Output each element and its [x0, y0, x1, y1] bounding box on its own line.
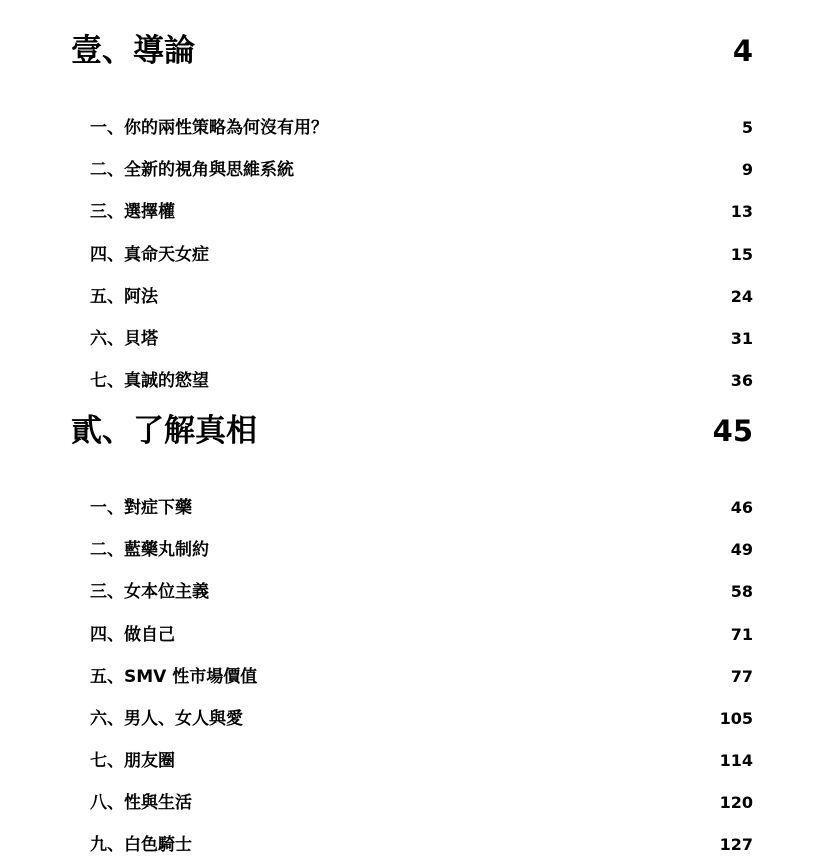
chapter-page-number: 4 [732, 34, 753, 68]
chapter-page-number: 45 [712, 414, 753, 448]
toc-entry-page: 31 [730, 329, 753, 348]
toc-entry-page: 5 [741, 118, 753, 137]
toc-entry-title: 五、SMV 性市場價值 [90, 667, 258, 687]
toc-entry-title: 八、性與生活 [90, 793, 192, 813]
toc-entry-page: 114 [719, 751, 753, 770]
toc-entry-title: 二、藍藥丸制約 [90, 540, 209, 560]
toc-entry-page: 127 [719, 835, 753, 854]
toc-entry-page: 36 [730, 371, 753, 390]
toc-entry-title: 九、白色騎士 [90, 835, 192, 855]
chapter-title: 壹、導論 [71, 33, 195, 69]
toc-entry-page: 9 [741, 160, 753, 179]
toc-entry-page: 105 [719, 709, 753, 728]
toc-entry-title: 五、阿法 [90, 287, 158, 307]
toc-entry-page: 46 [730, 498, 753, 517]
toc-entry-title: 七、朋友圈 [90, 751, 175, 771]
toc-entry-page: 49 [730, 540, 753, 559]
toc-entry-page: 77 [730, 667, 753, 686]
toc-entry-page: 15 [730, 245, 753, 264]
toc-entry-page: 13 [730, 202, 753, 221]
toc-entry-title: 一、你的兩性策略為何沒有用？ [90, 118, 328, 138]
toc-entry-page: 24 [730, 287, 753, 306]
toc-entry-page: 71 [730, 625, 753, 644]
toc-entry-title: 六、男人、女人與愛 [90, 709, 243, 729]
toc-entry-title: 二、全新的視角與思維系統 [90, 160, 294, 180]
chapter-title: 貳、了解真相 [71, 413, 257, 449]
toc-entry-title: 六、貝塔 [90, 329, 158, 349]
toc-entry-title: 四、做自己 [90, 625, 175, 645]
toc-entry-title: 四、真命天女症 [90, 245, 209, 265]
toc-entry-title: 一、對症下藥 [90, 498, 192, 518]
toc-entry-title: 七、真誠的慾望 [90, 371, 209, 391]
toc-entry-title: 三、選擇權 [90, 202, 175, 222]
toc-entry-page: 58 [730, 582, 753, 601]
toc-entry-title: 三、女本位主義 [90, 582, 209, 602]
toc-entry-page: 120 [719, 793, 753, 812]
